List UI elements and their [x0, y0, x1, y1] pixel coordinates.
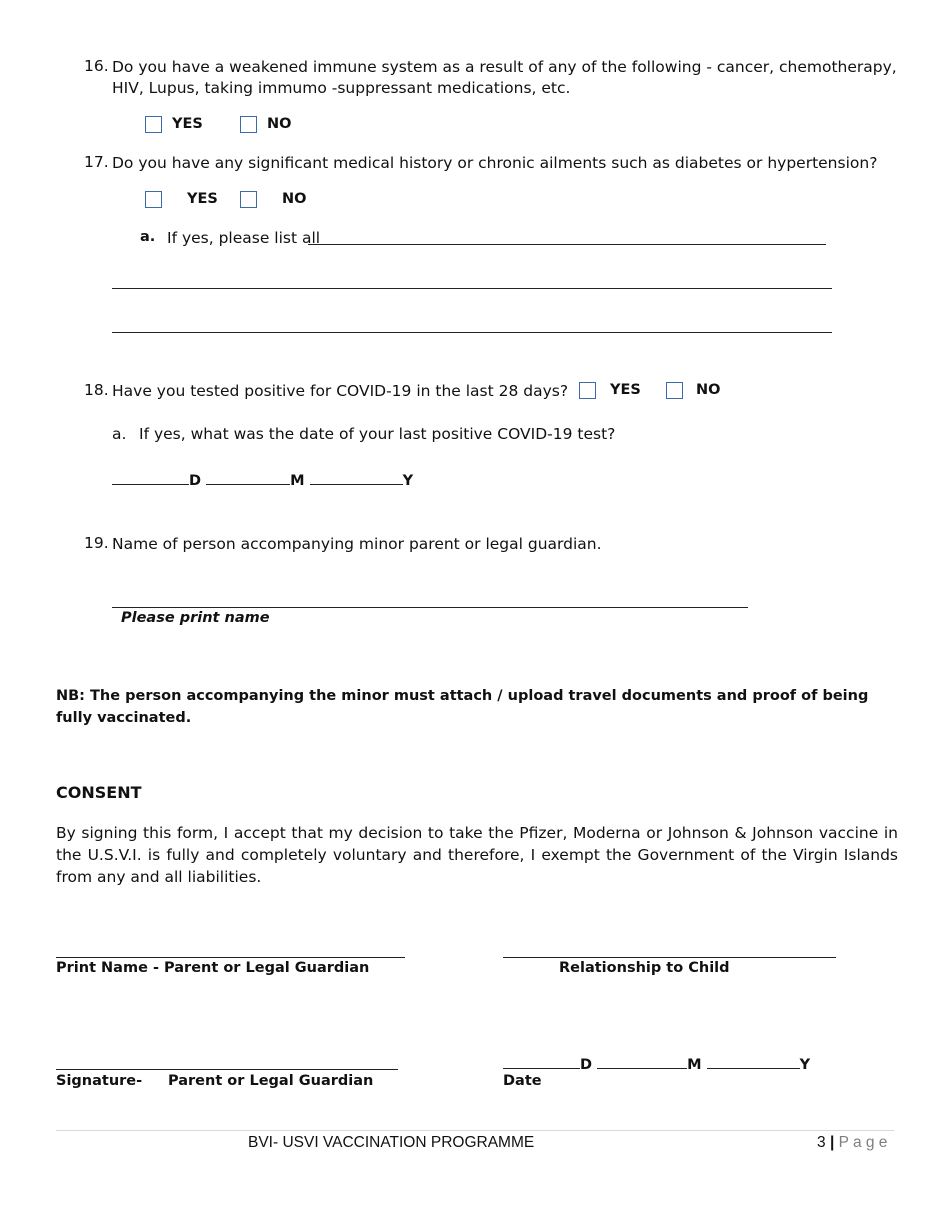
- q17-list-line-1[interactable]: [308, 244, 826, 245]
- year-label: Y: [799, 1057, 811, 1073]
- q16-no-checkbox[interactable]: [240, 116, 257, 133]
- q17-no-checkbox[interactable]: [240, 191, 257, 208]
- month-blank[interactable]: [206, 470, 290, 485]
- signature-line[interactable]: [56, 1069, 398, 1070]
- print-name-label: Print Name - Parent or Legal Guardian: [56, 960, 370, 976]
- signature-label: Signature-: [56, 1073, 143, 1089]
- q18-sub-marker: a.: [112, 425, 127, 443]
- q18-text: Have you tested positive for COVID-19 in the last 28 days?: [112, 382, 569, 400]
- year-blank[interactable]: [707, 1054, 800, 1069]
- consent-heading: CONSENT: [56, 783, 142, 802]
- day-blank[interactable]: [112, 470, 189, 485]
- q18-no-label: NO: [696, 382, 721, 398]
- footer-program: BVI- USVI VACCINATION PROGRAMME: [248, 1134, 535, 1151]
- q16-text: Do you have a weakened immune system as a result of any of the following - cancer, chemotherapy, HIV, Lupus, taking immumo -suppressant medications, etc.: [112, 58, 897, 97]
- day-blank[interactable]: [503, 1054, 580, 1069]
- q17-list-line-3[interactable]: [112, 332, 832, 333]
- signature-date-field[interactable]: [503, 1054, 810, 1073]
- nb-note: NB: The person accompanying the minor must attach / upload travel documents and proof of being fully vaccinated.: [56, 688, 869, 726]
- day-label: D: [580, 1057, 593, 1073]
- q19-number: 19.: [84, 534, 109, 552]
- q18-number: 18.: [84, 381, 109, 399]
- q18-yes-label: YES: [610, 382, 641, 398]
- q18-sub-text: If yes, what was the date of your last positive COVID-19 test?: [139, 425, 616, 443]
- month-label: M: [687, 1057, 702, 1073]
- consent-text: By signing this form, I accept that my decision to take the Pfizer, Moderna or Johnson & Johnson vaccine in the U.S.V.I. is fully and completely voluntary and therefore, I exempt the Government of the Virgin Islands from any and all liabilities.: [56, 824, 898, 886]
- relationship-line[interactable]: [503, 957, 836, 958]
- day-label: D: [189, 473, 202, 489]
- page-separator: |: [829, 1134, 835, 1151]
- footer-divider: [56, 1130, 894, 1131]
- q16-yes-checkbox[interactable]: [145, 116, 162, 133]
- signature-role-label: Parent or Legal Guardian: [168, 1073, 374, 1089]
- q18-yes-checkbox[interactable]: [579, 382, 596, 399]
- q16-number: 16.: [84, 57, 109, 75]
- footer-page-indicator: [817, 1134, 887, 1152]
- q17-list-line-2[interactable]: [112, 288, 832, 289]
- q17-sub-text: If yes, please list all: [167, 229, 321, 247]
- print-name-line[interactable]: [56, 957, 405, 958]
- q16-yes-label: YES: [172, 116, 203, 132]
- q18-date-field[interactable]: [112, 470, 413, 489]
- q17-yes-label: YES: [187, 191, 218, 207]
- month-blank[interactable]: [597, 1054, 687, 1069]
- q16-no-label: NO: [267, 116, 292, 132]
- year-label: Y: [402, 473, 414, 489]
- page-label: P a g e: [838, 1134, 888, 1151]
- page-number: 3: [817, 1134, 826, 1151]
- q19-text: Name of person accompanying minor parent or legal guardian.: [112, 535, 602, 553]
- month-label: M: [290, 473, 305, 489]
- date-label: Date: [503, 1073, 542, 1089]
- q17-no-label: NO: [282, 191, 307, 207]
- q17-sub-marker: a.: [140, 229, 156, 245]
- q17-number: 17.: [84, 153, 109, 171]
- q19-name-line[interactable]: [112, 607, 748, 608]
- q19-hint: Please print name: [121, 610, 270, 626]
- year-blank[interactable]: [310, 470, 403, 485]
- q17-text: Do you have any significant medical history or chronic ailments such as diabetes or hypertension?: [112, 154, 878, 172]
- relationship-label: Relationship to Child: [559, 960, 730, 976]
- q17-yes-checkbox[interactable]: [145, 191, 162, 208]
- q18-no-checkbox[interactable]: [666, 382, 683, 399]
